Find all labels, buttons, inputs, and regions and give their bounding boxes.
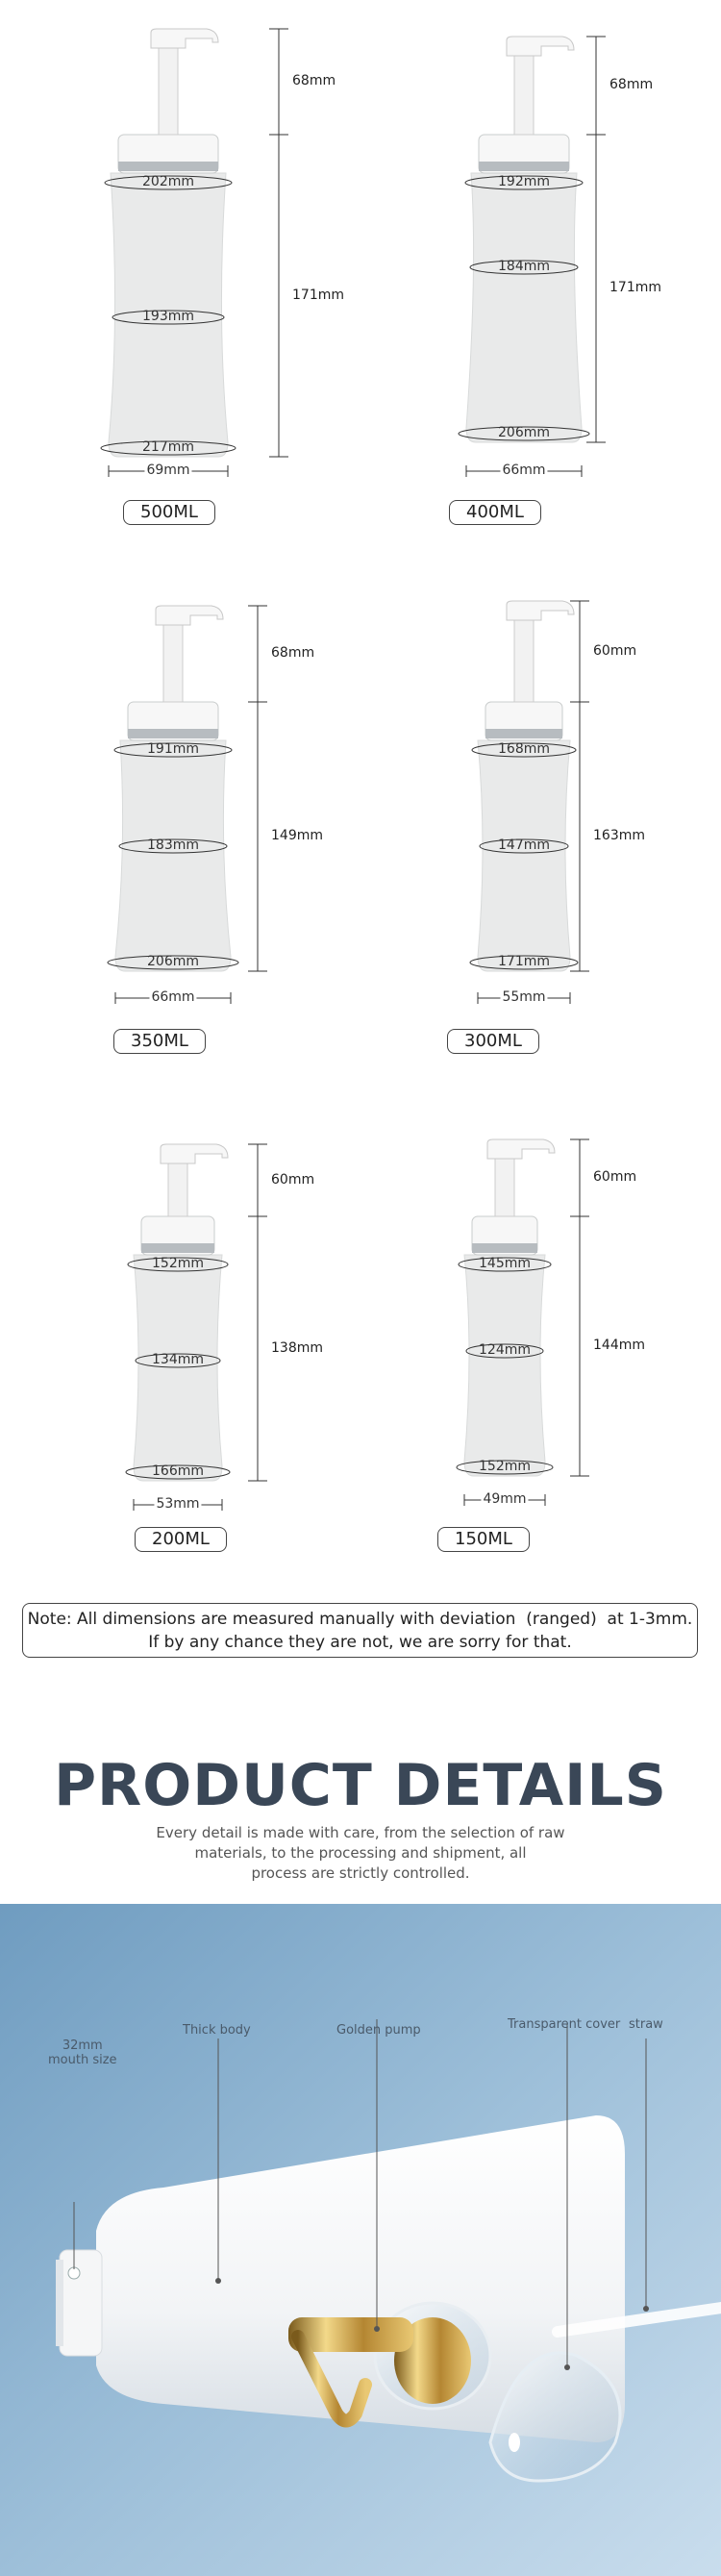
bottle-body [464, 1255, 545, 1476]
bottle-spec-350ml [0, 538, 360, 1063]
capacity-badge: 500ML [123, 500, 215, 525]
mid-circumference-label: 184mm [498, 259, 550, 274]
bottle-body [115, 740, 231, 971]
mid-circumference-label: 147mm [498, 838, 550, 853]
subtitle-line-3: process are strictly controlled. [251, 1864, 470, 1882]
callout-thick-body: Thick body [183, 2023, 251, 2038]
pump-height-label: 68mm [609, 77, 654, 92]
base-width-label: 49mm [483, 1491, 527, 1507]
capacity-badge: 300ML [447, 1029, 539, 1054]
note-line-1: Note: All dimensions are measured manually with deviation (ranged) at 1-3mm. [27, 1610, 693, 1629]
bottom-circumference-label: 206mm [147, 954, 199, 969]
bottom-circumference-label: 171mm [498, 954, 550, 969]
pump-stem [514, 56, 534, 135]
top-circumference-label: 145mm [479, 1256, 531, 1271]
callout-straw: straw [629, 2017, 663, 2032]
pump-stem [168, 1163, 187, 1216]
product-details-subtitle [144, 1823, 577, 1884]
body-height-label: 144mm [593, 1338, 645, 1353]
mid-circumference-label: 124mm [479, 1342, 531, 1358]
bottom-circumference-label: 166mm [152, 1463, 204, 1479]
mid-circumference-label: 183mm [147, 838, 199, 853]
pump-height-label: 60mm [593, 1169, 637, 1185]
bottle-spec-150ml [360, 1063, 721, 1587]
bottle-body [478, 740, 570, 971]
bottle-drawing [360, 1063, 721, 1587]
pump-stem [495, 1159, 514, 1216]
silver-band [141, 1243, 214, 1253]
top-circumference-label: 202mm [142, 174, 194, 189]
bottle-neck-shape [60, 2250, 102, 2356]
bottle-spec-200ml [0, 1063, 360, 1587]
base-width-label: 55mm [502, 989, 546, 1005]
pump-height-label: 60mm [593, 642, 637, 659]
cover-leader-dot [564, 2364, 570, 2370]
top-circumference-label: 168mm [498, 741, 550, 757]
pump-head [151, 29, 218, 48]
pump-stem [163, 625, 183, 702]
subtitle-line-1: Every detail is made with care, from the selection of raw [156, 1824, 565, 1841]
silver-band [128, 729, 218, 738]
pump-leader-dot [374, 2326, 380, 2332]
silver-band [118, 162, 218, 171]
product-detail-photo [0, 1904, 721, 2576]
subtitle-line-2: materials, to the processing and shipment, all [194, 1844, 527, 1862]
pump-head [507, 601, 574, 620]
product-details-title: PRODUCT DETAILS [54, 1752, 667, 1819]
straw-leader-dot [643, 2306, 649, 2312]
pump-height-label: 60mm [271, 1171, 315, 1188]
body-leader-dot [215, 2278, 221, 2284]
base-width-label: 69mm [146, 463, 190, 478]
capacity-badge: 150ML [437, 1527, 530, 1552]
body-height-label: 171mm [609, 280, 661, 295]
pump-stem [514, 620, 534, 702]
pump-height-label: 68mm [271, 645, 315, 661]
base-width-label: 66mm [151, 989, 195, 1005]
bottom-circumference-label: 206mm [498, 425, 550, 440]
cover-highlight-shape [509, 2433, 520, 2452]
mid-circumference-label: 134mm [152, 1352, 204, 1367]
base-width-label: 53mm [156, 1496, 200, 1512]
silver-band [472, 1243, 537, 1253]
capacity-badge: 350ML [113, 1029, 206, 1054]
bottle-spec-300ml [360, 538, 721, 1063]
body-height-label: 171mm [292, 287, 344, 303]
callout-transparent-cover: Transparent cover [508, 2017, 621, 2032]
callout-mouth-line-1: 32mm [62, 2038, 103, 2053]
top-circumference-label: 152mm [152, 1256, 204, 1271]
mid-circumference-label: 193mm [142, 309, 194, 324]
silver-band [485, 729, 562, 738]
bottom-circumference-label: 217mm [142, 439, 194, 455]
callout-golden-pump: Golden pump [336, 2023, 421, 2038]
note-line-2: If by any chance they are not, we are sorry for that. [148, 1633, 572, 1652]
bottom-circumference-label: 152mm [479, 1459, 531, 1474]
body-height-label: 149mm [271, 828, 323, 843]
body-height-label: 138mm [271, 1339, 323, 1356]
pump-head [156, 606, 223, 625]
product-illustration [0, 1904, 721, 2576]
capacity-badge: 400ML [449, 500, 541, 525]
body-height-label: 163mm [593, 828, 645, 843]
base-width-label: 66mm [502, 463, 546, 478]
measurement-note [22, 1603, 698, 1658]
top-circumference-label: 192mm [498, 174, 550, 189]
callout-mouth-line-2: mouth size [48, 2053, 117, 2067]
pump-stem [159, 48, 178, 135]
bottle-spec-500ml [0, 0, 360, 524]
capacity-badge: 200ML [135, 1527, 227, 1552]
bottle-thread-shape [56, 2260, 63, 2346]
silver-band [479, 162, 569, 171]
pump-height-label: 68mm [292, 73, 336, 88]
top-circumference-label: 191mm [147, 741, 199, 757]
pump-head [487, 1139, 555, 1159]
bottle-body [466, 173, 582, 442]
bottle-spec-400ml [360, 0, 721, 524]
callout-mouth-size [48, 2038, 117, 2067]
bottle-drawing [0, 538, 360, 1063]
pump-head [161, 1144, 228, 1163]
pump-head [507, 37, 574, 56]
bottle-drawing [360, 538, 721, 1063]
